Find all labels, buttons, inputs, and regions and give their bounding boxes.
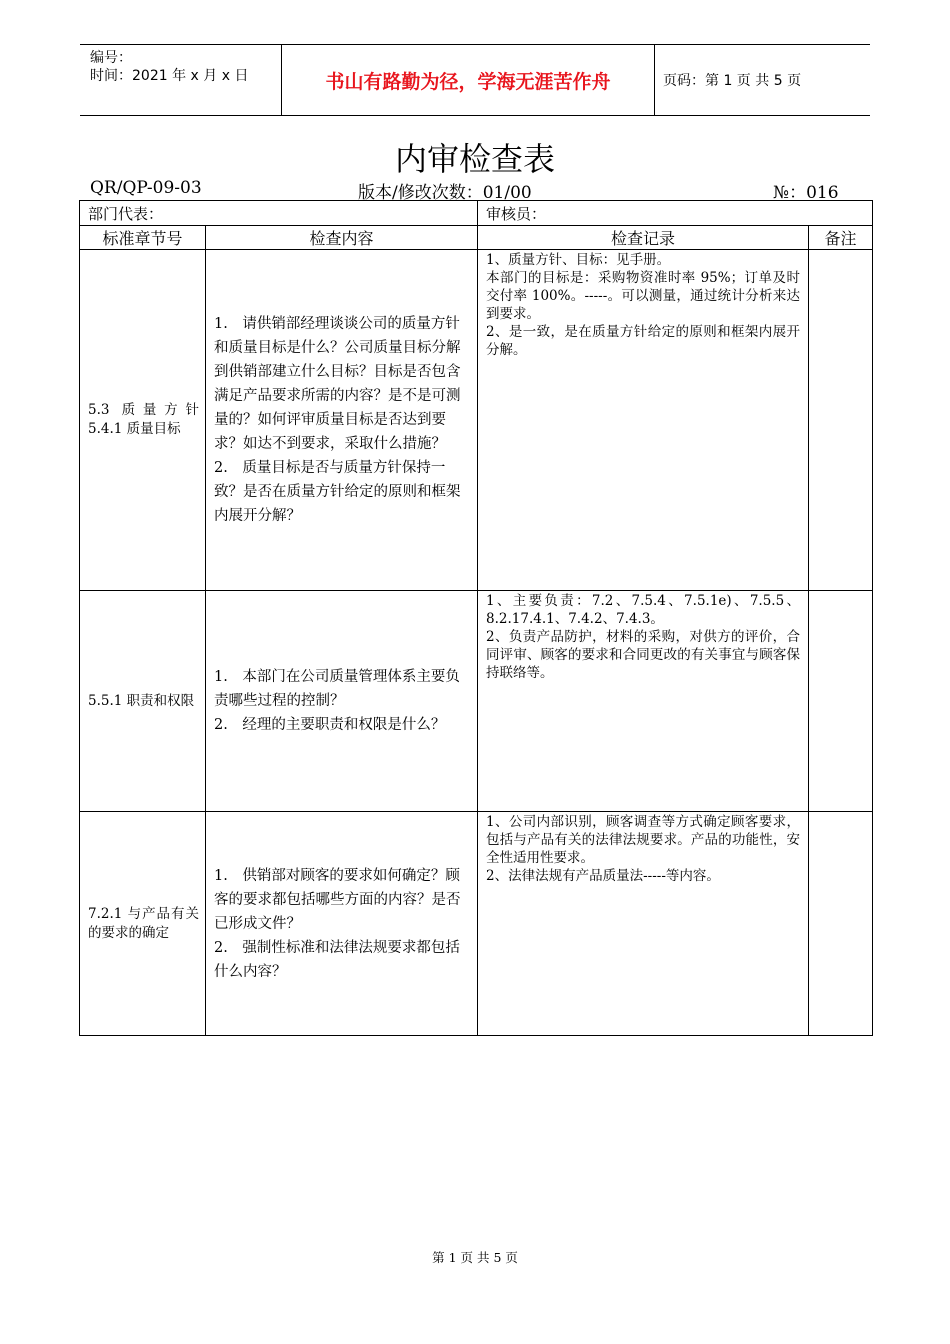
record-line: 2、负责产品防护，材料的采购，对供方的评价，合同评审、顾客的要求和合同更改的有关事宜与顾客保持联络等。 xyxy=(486,629,801,681)
document-time-label: 时间：2021 年 x 月 x 日 xyxy=(90,68,249,84)
department-representative-field: 部门代表： xyxy=(80,201,478,226)
column-header-record: 检查记录 xyxy=(478,226,809,250)
header-left-block xyxy=(80,45,280,115)
auditor-field: 审核员： xyxy=(478,201,873,226)
record-line: 本部门的目标是：采购物资准时率 95%；订单及时交付率 100%。-----。可以测量，通过统计分析来达到要求。 xyxy=(486,270,801,322)
record-line: 2、是一致，是在质量方针给定的原则和框架内展开分解。 xyxy=(486,324,801,358)
table-row xyxy=(80,591,873,812)
column-header-row xyxy=(80,226,873,250)
section-cell: 7.2.1 与产品有关的要求的确定 xyxy=(80,812,206,1036)
header-motto: 书山有路勤为径，学海无涯苦作舟 xyxy=(281,45,655,115)
column-header-section: 标准章节号 xyxy=(80,226,206,250)
check-item: 1. 供销部对顾客的要求如何确定？顾客的要求都包括哪些方面的内容？是否已形成文件？ xyxy=(214,867,461,932)
section-cell: 5.5.1 职责和权限 xyxy=(80,591,206,812)
document-serial-number: №：016 xyxy=(773,183,839,203)
column-header-content: 检查内容 xyxy=(206,226,478,250)
note-cell xyxy=(809,250,873,591)
column-header-note: 备注 xyxy=(809,226,873,250)
document-header xyxy=(80,44,870,116)
check-content-cell xyxy=(206,250,478,591)
check-record-cell xyxy=(478,591,809,812)
record-line: 2、法律法规有产品质量法-----等内容。 xyxy=(486,868,720,884)
note-cell xyxy=(809,591,873,812)
header-page-info: 页码：第 1 页 共 5 页 xyxy=(663,73,802,89)
page-footer: 第 1 页 共 5 页 xyxy=(432,1250,518,1265)
document-version: 版本/修改次数：01/00 xyxy=(358,183,532,203)
document-code: QR/QP-09-03 xyxy=(90,178,202,198)
section-cell: 5.3 质量方针 5.4.1 质量目标 xyxy=(80,250,206,591)
check-item: 2. 质量目标是否与质量方针保持一致？是否在质量方针给定的原则和框架内展开分解？ xyxy=(214,460,461,524)
check-item: 2. 强制性标准和法律法规要求都包括什么内容？ xyxy=(214,939,460,980)
note-cell xyxy=(809,812,873,1036)
table-row xyxy=(80,250,873,591)
record-line: 1、公司内部识别，顾客调查等方式确定顾客要求，包括与产品有关的法律法规要求。产品的功能性，安全性适用性要求。 xyxy=(486,814,801,866)
check-record-cell xyxy=(478,250,809,591)
check-item: 2. 经理的主要职责和权限是什么？ xyxy=(214,717,446,733)
check-item: 1. 请供销部经理谈谈公司的质量方针和质量目标是什么？公司质量目标分解到供销部建立什么目标？目标是否包含满足产品要求所需的内容？是不是可测量的？如何评审质量目标是否达到要求？如达不到要求，采取什么措施？ xyxy=(214,316,461,452)
check-item: 1. 本部门在公司质量管理体系主要负责哪些过程的控制？ xyxy=(214,669,460,709)
record-line: 1、质量方针、目标：见手册。 xyxy=(486,252,671,268)
check-content-cell xyxy=(206,812,478,1036)
record-line: 1、主要负责：7.2、7.5.4、7.5.1e)、7.5.5、8.2.17.4.1、7.4.2、7.4.3。 xyxy=(486,593,801,627)
table-row xyxy=(80,812,873,1036)
document-title: 内审检查表 xyxy=(394,140,555,178)
check-content-cell xyxy=(206,591,478,812)
info-row xyxy=(80,201,873,226)
audit-checklist-table xyxy=(79,200,873,1036)
check-record-cell xyxy=(478,812,809,1036)
document-number-label: 编号： xyxy=(90,50,132,66)
